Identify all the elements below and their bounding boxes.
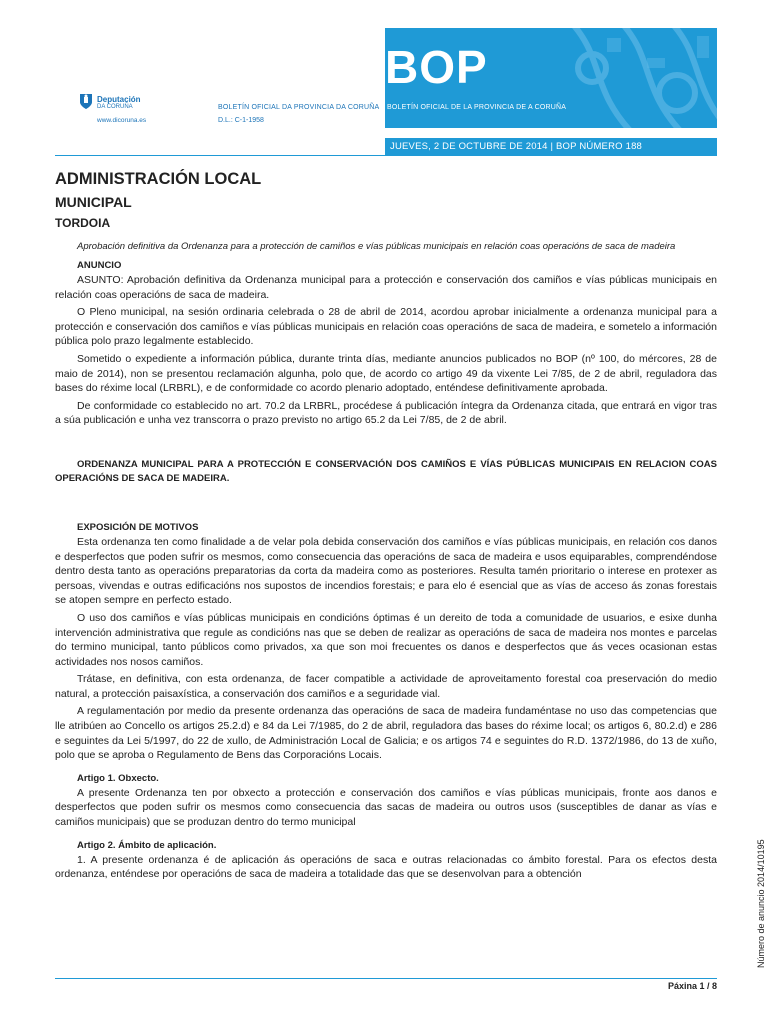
article-1-heading: Artigo 1. Obxecto. <box>77 772 159 784</box>
paragraph: Esta ordenanza ten como finalidade a de velar pola debida conservación dos camiños e vías públicas municipais, en relación cos danos e desperfectos que poden sufrir os mesmos, como consecuencia das operacións de saca de madeira e usos equiparables, comprendéndose dentro desta tanto as operacións preparatorias da corta da madeira como as posteriores. Resulta tamén prioritario o interese en protexer as persoas, vivendas e outras edificacións nos supostos de incendios forestais; e para elo é esencial que as vías de acceso ás zonas forestais se atopen sempre en perfecto estado. <box>55 535 717 607</box>
document-body <box>55 168 717 882</box>
article-2-heading: Artigo 2. Ámbito de aplicación. <box>77 839 217 851</box>
paragraph: Trátase, en definitiva, con esta ordenanza, de facer compatible a actividade de aproveitamento forestal coa preservación do medio natural, a protección paisaxística, a conservación dos camiños e a seguridade vial. <box>55 673 717 700</box>
paragraph: O Pleno municipal, na sesión ordinaria celebrada o 28 de abril de 2014, acordou aprobar inicialmente a ordenanza municipal para a protección e conservación dos camiños e vías públicas municipais en relación coas operacións de saca de madeira, e sometelo a información pública polo prazo legalmente establecido. <box>55 306 717 348</box>
municipality-name: TORDOIA <box>55 216 111 230</box>
org-sub: DA CORUÑA <box>97 104 133 110</box>
org-name: Deputación <box>97 95 141 104</box>
motives-heading: EXPOSICIÓN DE MOTIVOS <box>77 521 199 533</box>
ordinance-title: ORDENANZA MUNICIPAL PARA A PROTECCIÓN E CONSERVACIÓN DOS CAMIÑOS E VÍAS PÚBLICAS MUNICIPAIS EN RELACION COAS OPERACIÓNS DE SACA DE MADEIRA. <box>55 458 717 484</box>
legal-deposit: D.L.: C-1-1958 <box>218 117 264 124</box>
paragraph: O uso dos camiños e vías públicas municipais en condicións óptimas é un dereito de toda a comunidade de usuarios, e esixe dunha intervención administrativa que regule as condicións nas que se deben de realizar as operacións de saca de madeira nos montes e parcelas do termino municipal, tanto públicos como privados, xa que son moi frecuentes os danos e desperfectos que ás veces ocasionan estas actividades nos nosos camiños. <box>55 611 717 668</box>
date-bar: JUEVES, 2 DE OCTUBRE DE 2014 | BOP NÚMERO 188 <box>385 138 717 155</box>
boletin-title: BOLETÍN OFICIAL DA PROVINCIA DA CORUÑA <box>218 104 380 111</box>
org-url[interactable]: www.dicoruna.es <box>97 117 147 124</box>
bop-title: BOP <box>385 41 488 93</box>
deputacion-crest-icon <box>78 92 94 110</box>
announcement-summary: Aprobación definitiva da Ordenanza para a protección de camiños e vías públicas municipais en relación coas operacións de saca de madeira <box>77 241 676 252</box>
section-subtitle: MUNICIPAL <box>55 194 132 210</box>
footer-divider <box>55 978 717 979</box>
page-number: Páxina 1 / 8 <box>667 981 717 991</box>
crest-pattern-icon <box>547 28 717 128</box>
announcement-number: Número de anuncio 2014/10195 <box>756 839 766 968</box>
bop-subtitle: BOLETÍN OFICIAL DE LA PROVINCIA DE A CORUÑA <box>387 104 567 111</box>
paragraph: A presente Ordenanza ten por obxecto a protección e conservación dos camiños e vías públicas municipais, fronte aos danos e desperfectos que poden sufrir os mesmos como consecuencia das sacas de madeira ou outros usos (susceptibles de danar as vías e camiños municipais) que se produzan dentro do termo municipal <box>55 786 717 829</box>
section-title: ADMINISTRACIÓN LOCAL <box>55 170 262 188</box>
paragraph: 1. A presente ordenanza é de aplicación ás operacións de saca e outras relacionadas co ámbito forestal. Para os efectos desta ordenanza, enténdese por operacións de saca de madeira a totalidade das que se desenvolvan para a obtención <box>55 853 717 881</box>
paragraph: Sometido o expediente a información pública, durante trinta días, mediante anuncios publicados no BOP (nº 100, do mércores, 28 de maio de 2014), non se presentou reclamación algunha, polo que, de acordo co artigo 49 da vixente Lei 7/85, de 2 de abril, reguladora das bases do réxime local (LRBRL), e de conformidade co acordo plenario adoptado, enténdese definitivamente aprobada. <box>55 352 717 395</box>
paragraph: A regulamentación por medio da presente ordenanza das operacións de saca de madeira fundaméntase no uso das competencias que lle atribúen ao Concello os artigos 25.2.d) e 84 da Lei 7/1985, do 2 de abril, reguladora das bases do réxime local; os artigos 6, 80.2.d) e 286 e seguintes da Lei 5/1997, do 22 de xullo, de Administración Local de Galicia; e os artigos 74 e seguintes do R.D. 1372/1986, do 13 de xuño, polo que se aproba o Regulamento de Bens das Corporacións Locais. <box>55 705 717 762</box>
paragraph: ASUNTO: Aprobación definitiva da Ordenanza municipal para a protección e conservación dos camiños e vías públicas municipais en relación coas operacións de saca de madeira. <box>55 274 717 301</box>
header-divider <box>55 155 717 156</box>
anuncio-heading: ANUNCIO <box>77 260 122 271</box>
paragraph: De conformidade co establecido no art. 70.2 da LRBRL, procédese á publicación íntegra da Ordenanza citada, que entrará en vigor tras a súa publicación e unha vez transcorra o prazo previsto no artigo 65.2 da Lei 7/85, de 2 de abril. <box>55 399 717 427</box>
